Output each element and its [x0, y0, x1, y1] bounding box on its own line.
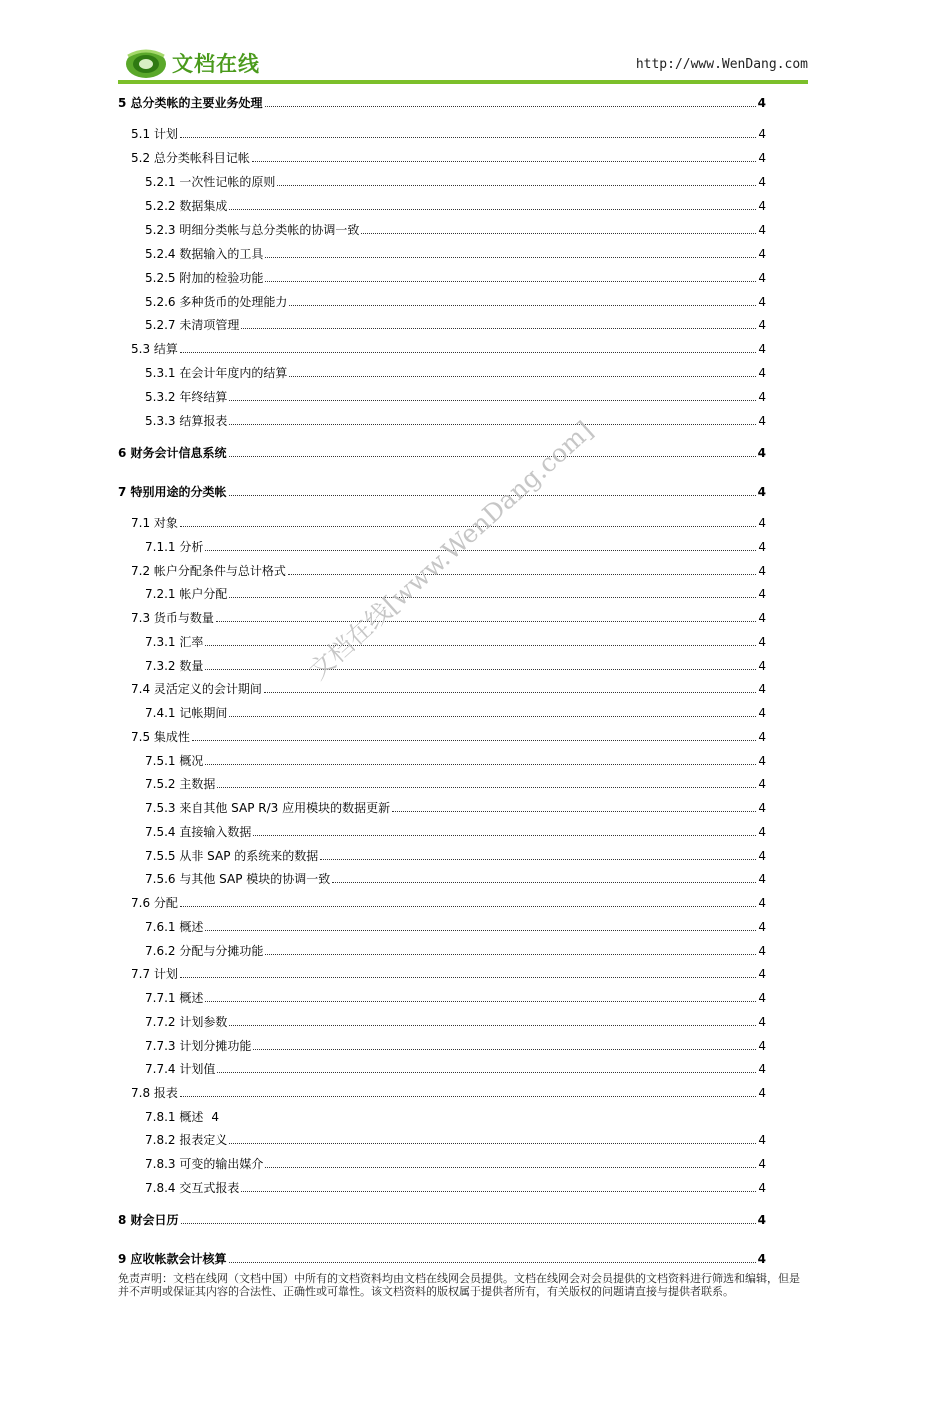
toc-dot-leader	[265, 105, 756, 107]
toc-entry-label: 7.8.4 交互式报表	[145, 1181, 240, 1195]
logo-emblem-icon	[124, 46, 168, 80]
toc-dot-leader	[229, 1261, 756, 1263]
toc-entry-page: 4	[758, 199, 766, 213]
toc-dot-leader	[229, 1142, 756, 1144]
toc-entry-page: 4	[758, 896, 766, 910]
toc-entry[interactable]	[118, 678, 766, 696]
toc-dot-leader	[265, 280, 756, 282]
toc-entry[interactable]	[118, 797, 766, 815]
toc-entry-page: 4	[758, 1157, 766, 1171]
toc-entry[interactable]	[118, 845, 766, 863]
site-logo[interactable]	[124, 46, 260, 80]
toc-entry-label: 5.2.3 明细分类帐与总分类帐的协调一致	[145, 223, 360, 237]
toc-dot-leader	[217, 786, 756, 788]
toc-entry-label: 7.4.1 记帐期间	[145, 706, 228, 720]
toc-entry-page: 4	[758, 635, 766, 649]
toc-entry-label: 7.3.2 数量	[145, 659, 204, 673]
toc-entry-label: 5.3.2 年终结算	[145, 390, 228, 404]
toc-dot-leader	[180, 976, 756, 978]
toc-entry[interactable]	[118, 291, 766, 309]
toc-entry[interactable]	[118, 92, 766, 110]
toc-entry-page: 4	[758, 730, 766, 744]
toc-dot-leader	[229, 455, 756, 457]
toc-dot-leader	[265, 953, 756, 955]
toc-entry-label: 9 应收帐款会计核算	[118, 1252, 227, 1266]
toc-entry-page: 4	[758, 1181, 766, 1195]
toc-entry-label: 7.5 集成性	[131, 730, 190, 744]
toc-dot-leader	[289, 375, 756, 377]
toc-entry[interactable]	[118, 410, 766, 428]
toc-entry[interactable]	[118, 631, 766, 649]
toc-dot-leader	[180, 136, 756, 138]
toc-entry-label: 7.8.1 概述	[145, 1110, 204, 1124]
toc-dot-leader	[288, 573, 756, 575]
toc-dot-leader	[289, 304, 756, 306]
toc-dot-leader	[229, 399, 756, 401]
toc-dot-leader	[252, 160, 756, 162]
toc-entry[interactable]	[118, 243, 766, 261]
toc-entry[interactable]	[118, 1011, 766, 1029]
toc-entry[interactable]	[118, 314, 766, 332]
toc-entry-label: 5.2.6 多种货币的处理能力	[145, 295, 288, 309]
toc-entry[interactable]	[118, 267, 766, 285]
toc-entry-page: 4	[758, 849, 766, 863]
toc-dot-leader	[205, 549, 756, 551]
toc-entry[interactable]	[118, 1106, 766, 1124]
toc-entry-label: 7.6.1 概述	[145, 920, 204, 934]
toc-entry-page: 4	[758, 414, 766, 428]
toc-dot-leader	[320, 858, 756, 860]
toc-entry-page: 4	[758, 342, 766, 356]
toc-entry[interactable]	[118, 726, 766, 744]
toc-entry-label: 5.2.1 一次性记帐的原则	[145, 175, 276, 189]
toc-entry-label: 8 财会日历	[118, 1213, 179, 1227]
toc-dot-leader	[180, 1095, 756, 1097]
toc-entry-label: 7.7.4 计划值	[145, 1062, 216, 1076]
toc-dot-leader	[241, 327, 756, 329]
toc-entry-page: 4	[758, 991, 766, 1005]
toc-dot-leader	[264, 691, 756, 693]
toc-entry-label: 7.5.3 来自其他 SAP R/3 应用模块的数据更新	[145, 801, 391, 815]
toc-entry[interactable]	[118, 1153, 766, 1171]
toc-entry[interactable]	[118, 1058, 766, 1076]
toc-dot-leader	[277, 184, 756, 186]
toc-entry[interactable]	[118, 481, 766, 499]
toc-entry-label: 7.5.6 与其他 SAP 模块的协调一致	[145, 872, 331, 886]
toc-entry-label: 7.6 分配	[131, 896, 178, 910]
toc-entry-page: 4	[758, 175, 766, 189]
toc-entry-page: 4	[758, 587, 766, 601]
toc-entry-label: 5.3.1 在会计年度内的结算	[145, 366, 288, 380]
toc-entry[interactable]	[118, 386, 766, 404]
toc-entry-page: 4	[758, 611, 766, 625]
disclaimer-text: 免责声明：文档在线网（文档中国）中所有的文档资料均由文档在线网会员提供。文档在线网会对会员提供的文档资料进行筛选和编辑，但是并不声明或保证其内容的合法性、正确性或可靠性。该文档资料的版权属于提供者所有，有关版权的问题请直接与提供者联系。	[118, 1272, 800, 1298]
toc-dot-leader	[180, 351, 756, 353]
toc-entry-label: 6 财务会计信息系统	[118, 446, 227, 460]
toc-entry-page: 4	[211, 1110, 219, 1124]
toc-entry[interactable]	[118, 1209, 766, 1227]
toc-dot-leader	[205, 929, 756, 931]
toc-entry-page: 4	[758, 1086, 766, 1100]
toc-entry[interactable]	[118, 362, 766, 380]
toc-entry-label: 5 总分类帐的主要业务处理	[118, 96, 263, 110]
toc-entry-page: 4	[758, 967, 766, 981]
toc-dot-leader	[205, 644, 756, 646]
toc-entry-page: 4	[758, 1062, 766, 1076]
site-url-link[interactable]: http://www.WenDang.com	[635, 57, 808, 72]
toc-entry-page: 4	[758, 318, 766, 332]
toc-entry[interactable]	[118, 892, 766, 910]
toc-dot-leader	[205, 763, 756, 765]
toc-entry-page: 4	[758, 247, 766, 261]
toc-entry[interactable]	[118, 147, 766, 165]
toc-entry-label: 7.3 货币与数量	[131, 611, 214, 625]
toc-entry[interactable]	[118, 916, 766, 934]
logo-text: 文档在线	[172, 52, 260, 76]
toc-entry-label: 5.2.2 数据集成	[145, 199, 228, 213]
toc-entry-page: 4	[758, 127, 766, 141]
toc-dot-leader	[392, 810, 756, 812]
toc-entry-label: 7.7.1 概述	[145, 991, 204, 1005]
toc-entry-label: 5.3 结算	[131, 342, 178, 356]
toc-entry[interactable]	[118, 702, 766, 720]
toc-entry[interactable]	[118, 607, 766, 625]
toc-entry[interactable]	[118, 583, 766, 601]
toc-entry-page: 4	[758, 151, 766, 165]
toc-entry-label: 7.7.2 计划参数	[145, 1015, 228, 1029]
toc-entry-page: 4	[758, 1039, 766, 1053]
toc-entry[interactable]	[118, 195, 766, 213]
toc-entry[interactable]	[118, 940, 766, 958]
toc-dot-leader	[216, 620, 756, 622]
toc-dot-leader	[241, 1190, 756, 1192]
toc-dot-leader	[229, 1024, 756, 1026]
toc-dot-leader	[361, 232, 756, 234]
toc-entry-label: 5.2.5 附加的检验功能	[145, 271, 264, 285]
toc-entry-label: 7.5.1 概况	[145, 754, 204, 768]
toc-entry-label: 7.4 灵活定义的会计期间	[131, 682, 262, 696]
toc-dot-leader	[181, 1222, 756, 1224]
toc-entry-label: 5.2.4 数据输入的工具	[145, 247, 264, 261]
toc-entry-label: 7.2.1 帐户分配	[145, 587, 228, 601]
toc-entry-label: 7.8 报表	[131, 1086, 178, 1100]
toc-entry-page: 4	[758, 706, 766, 720]
toc-entry-label: 7.7 计划	[131, 967, 178, 981]
toc-entry[interactable]	[118, 219, 766, 237]
toc-entry[interactable]	[118, 1248, 766, 1266]
toc-entry-page: 4	[758, 390, 766, 404]
toc-entry-page: 4	[758, 944, 766, 958]
toc-dot-leader	[205, 668, 756, 670]
toc-entry-label: 7.6.2 分配与分摊功能	[145, 944, 264, 958]
toc-entry[interactable]	[118, 512, 766, 530]
toc-entry-label: 7.5.5 从非 SAP 的系统来的数据	[145, 849, 319, 863]
toc-dot-leader	[205, 1000, 756, 1002]
toc-entry-label: 7.7.3 计划分摊功能	[145, 1039, 252, 1053]
toc-entry-page: 4	[758, 1133, 766, 1147]
toc-entry-page: 4	[757, 446, 766, 460]
toc-dot-leader	[253, 1048, 756, 1050]
toc-entry-label: 7 特别用途的分类帐	[118, 485, 227, 499]
toc-dot-leader	[217, 1071, 756, 1073]
toc-entry[interactable]	[118, 123, 766, 141]
toc-entry[interactable]	[118, 750, 766, 768]
toc-entry-page: 4	[758, 295, 766, 309]
toc-entry-label: 5.2 总分类帐科目记帐	[131, 151, 250, 165]
toc-dot-leader	[332, 881, 756, 883]
toc-dot-leader	[192, 739, 756, 741]
toc-entry-page: 4	[758, 872, 766, 886]
toc-entry-page: 4	[758, 920, 766, 934]
toc-entry-label: 7.8.2 报表定义	[145, 1133, 228, 1147]
toc-entry-label: 7.1.1 分析	[145, 540, 204, 554]
toc-entry-page: 4	[758, 223, 766, 237]
watermark: 文档在线[www.WenDang.com]	[303, 415, 599, 686]
toc-entry[interactable]	[118, 1035, 766, 1053]
toc-dot-leader	[180, 905, 756, 907]
toc-entry-label: 7.5.4 直接输入数据	[145, 825, 252, 839]
toc-entry-page: 4	[757, 485, 766, 499]
toc-entry-page: 4	[757, 1252, 766, 1266]
toc-entry-page: 4	[758, 516, 766, 530]
header-divider	[118, 80, 808, 84]
toc-dot-leader	[229, 596, 756, 598]
toc-dot-leader	[265, 256, 756, 258]
toc-entry[interactable]	[118, 963, 766, 981]
toc-entry-page: 4	[758, 366, 766, 380]
toc-dot-leader	[265, 1166, 756, 1168]
toc-entry-label: 5.3.3 结算报表	[145, 414, 228, 428]
toc-entry[interactable]	[118, 442, 766, 460]
toc-entry-page: 4	[758, 1015, 766, 1029]
toc-entry[interactable]	[118, 1129, 766, 1147]
toc-entry[interactable]	[118, 821, 766, 839]
toc-entry-label: 7.3.1 汇率	[145, 635, 204, 649]
toc-entry[interactable]	[118, 655, 766, 673]
toc-entry-page: 4	[758, 754, 766, 768]
toc-dot-leader	[229, 423, 756, 425]
toc-dot-leader	[253, 834, 756, 836]
toc-dot-leader	[229, 208, 756, 210]
toc-entry-page: 4	[758, 564, 766, 578]
toc-entry[interactable]	[118, 171, 766, 189]
toc-dot-leader	[229, 715, 756, 717]
toc-entry-page: 4	[757, 96, 766, 110]
toc-entry-label: 7.5.2 主数据	[145, 777, 216, 791]
toc-entry-page: 4	[758, 801, 766, 815]
toc-entry[interactable]	[118, 1082, 766, 1100]
toc-entry-page: 4	[758, 271, 766, 285]
toc-entry[interactable]	[118, 987, 766, 1005]
toc-entry[interactable]	[118, 773, 766, 791]
toc-entry[interactable]	[118, 1177, 766, 1195]
toc-entry-label: 5.1 计划	[131, 127, 178, 141]
toc-entry-label: 7.1 对象	[131, 516, 178, 530]
toc-entry-page: 4	[758, 659, 766, 673]
toc-entry-page: 4	[758, 540, 766, 554]
toc-entry-page: 4	[758, 777, 766, 791]
toc-entry-page: 4	[758, 682, 766, 696]
toc-entry-page: 4	[758, 825, 766, 839]
toc-entry-label: 7.2 帐户分配条件与总计格式	[131, 564, 286, 578]
toc-entry[interactable]	[118, 868, 766, 886]
toc-entry[interactable]	[118, 338, 766, 356]
toc-entry-label: 5.2.7 未清项管理	[145, 318, 240, 332]
toc-entry-page: 4	[757, 1213, 766, 1227]
toc-entry-label: 7.8.3 可变的输出媒介	[145, 1157, 264, 1171]
page-header	[118, 40, 808, 88]
